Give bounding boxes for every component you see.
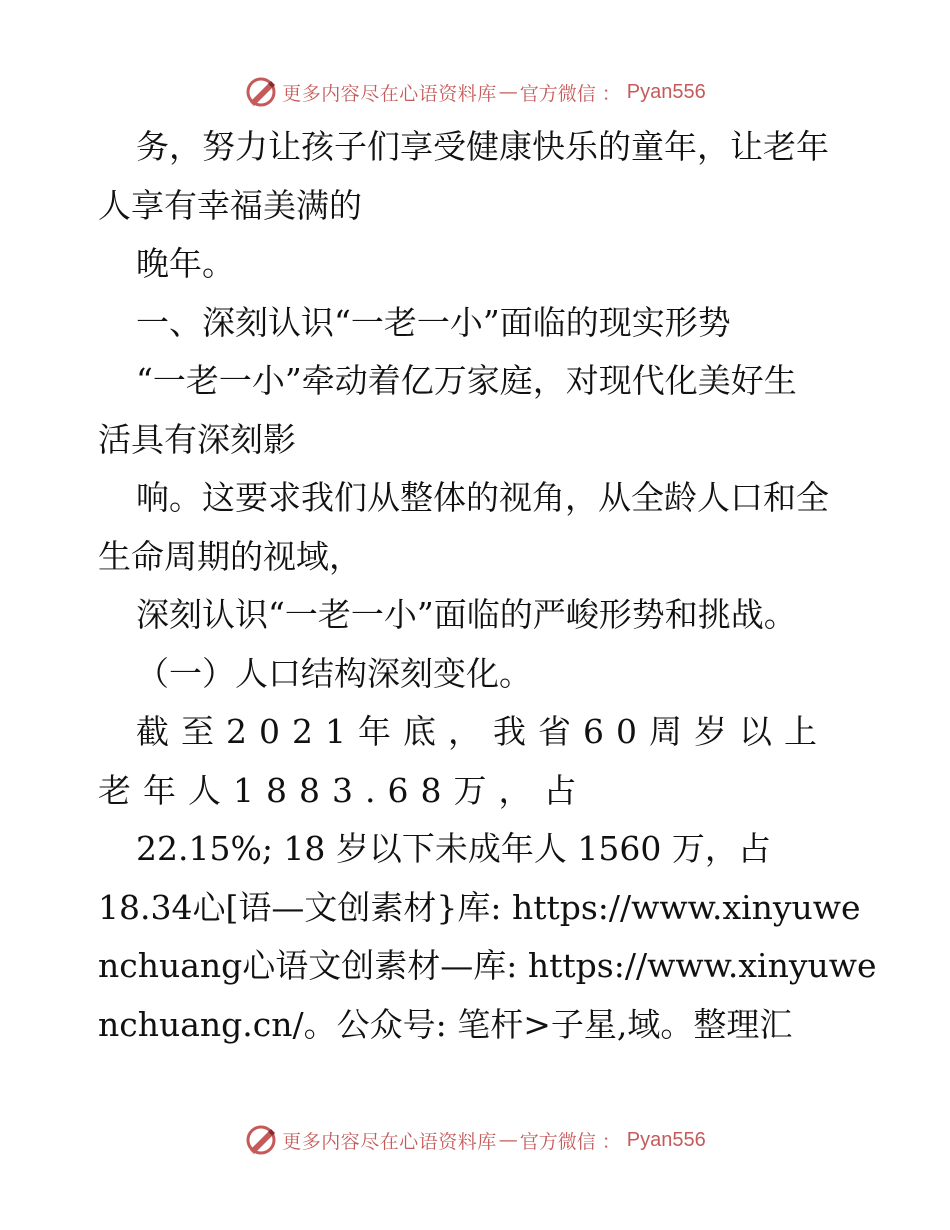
text-line: 活具有深刻影 [98,419,296,459]
section-heading: 一、深刻认识“一老一小”面临的现实形势 [136,302,731,342]
text-line: nchuang心语文创素材—库: https://www.xinyuwe [98,946,877,985]
banner-text: 更多内容尽在心语资料库 [282,1130,497,1153]
text-line: 22.15%; 18 岁以下未成年人 1560 万，占 [136,829,771,868]
banner-text: 更多内容尽在心语资料库 [282,82,497,105]
banner-dash: — [498,81,518,103]
text-line: 老年人1883.68万，占 [98,770,589,810]
text-line: 晚年。 [136,244,235,283]
header-watermark-banner [0,72,950,112]
footer-watermark-banner [0,1120,950,1160]
text-line: 人享有幸福美满的 [98,185,362,225]
banner-dash: — [498,1129,518,1151]
text-line: 18.34心[语—文创素材}库: https://www.xinyuwe [98,887,861,927]
subsection-heading: （一）人口结构深刻变化。 [136,653,532,693]
text-line: nchuang.cn/。公众号: 笔杆>子星,域。整理汇 [98,1004,793,1044]
text-line: 截至2021年底，我省60周岁以上 [136,712,829,751]
document-body [98,118,877,1054]
banner-wechat-label: 官方微信 [519,82,596,105]
text-line: 务，努力让孩子们享受健康快乐的童年，让老年 [136,127,829,166]
text-line: 生命周期的视域， [98,536,362,576]
banner-wechat-label: 官方微信 [519,1130,596,1153]
banner-colon: ： [601,1130,621,1153]
pen-logo-icon [244,75,278,109]
banner-colon: ： [601,82,621,105]
text-line: 响。这要求我们从整体的视角，从全龄人口和全 [136,478,829,517]
banner-wechat-id: Pyan556 [626,1128,706,1151]
text-line: 深刻认识“一老一小”面临的严峻形势和挑战。 [136,595,797,634]
pen-logo-icon [244,1123,278,1157]
text-line: “一老一小”牵动着亿万家庭，对现代化美好生 [136,361,797,400]
banner-wechat-id: Pyan556 [626,80,706,103]
